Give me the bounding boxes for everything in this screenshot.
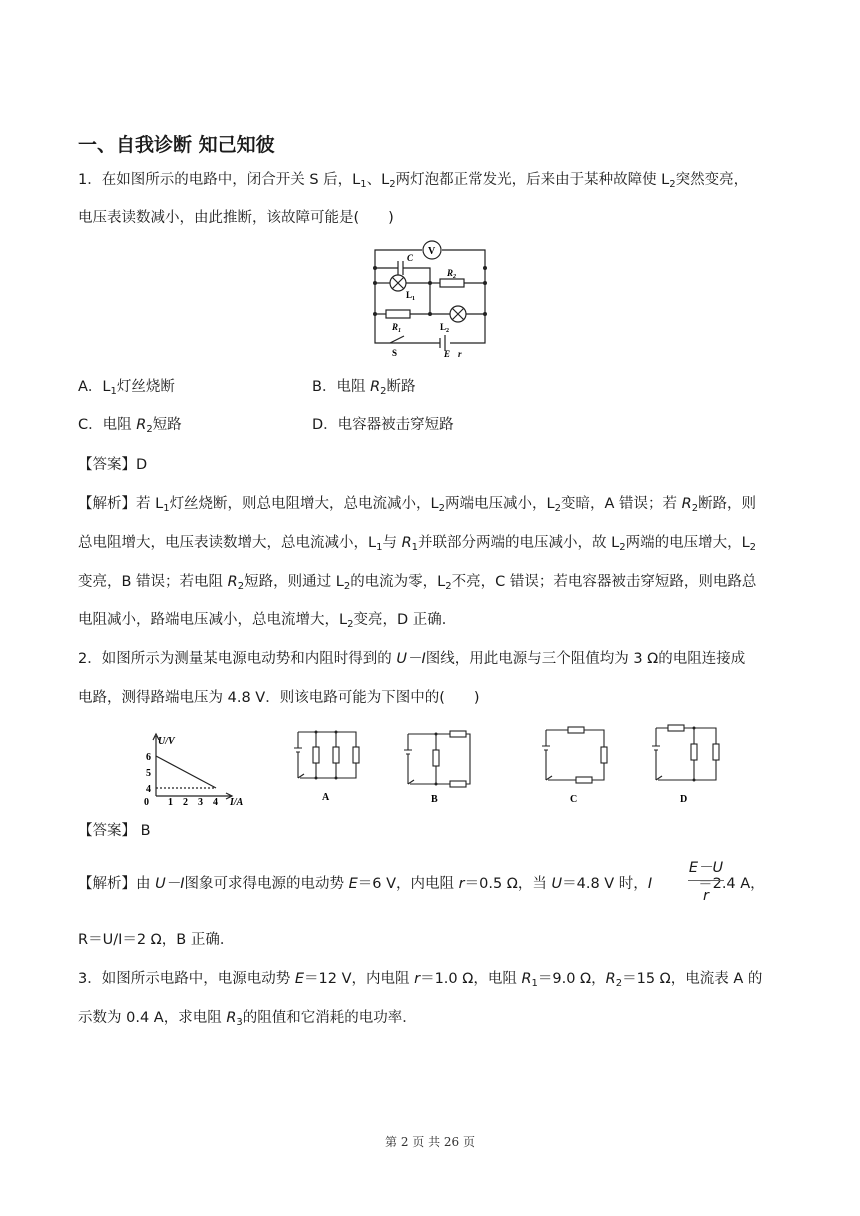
q2-circuit-a <box>286 722 366 806</box>
q2-circuit-c <box>536 722 616 806</box>
q2-ui-graph <box>140 730 255 810</box>
battery-e-label: E <box>444 349 451 359</box>
q3-line1: 3．如图所示电路中，电源电动势 E＝12 V，内电阻 r＝1.0 Ω，电阻 $R_1=9.0$ Ω，$R_2=15$ Ω，电流表 A 的 <box>78 971 763 989</box>
fraction-denominator: r <box>703 888 709 904</box>
circuit-b-label: B <box>431 794 438 805</box>
q1-option-d: D．电容器被击穿短路 <box>312 417 454 433</box>
circuit-c-label: C <box>570 794 578 805</box>
ui-ytick-label: 6 <box>146 752 151 763</box>
switch-label: S <box>392 348 398 358</box>
q1-option-c: C．电阻 $R_2$短路 <box>78 417 182 435</box>
q1-explanation-line1: 【解析】若 $L_1$灯丝烧断，则总电阻增大，总电流减小，$L_2$两端电压减小，$L_2$变暗，A 错误；若 $R_2$断路，则 <box>78 496 757 514</box>
ui-xtick-label: 1 <box>168 797 173 808</box>
ui-xtick-label: 3 <box>198 797 203 808</box>
q1-answer: 【答案】D <box>78 457 148 473</box>
ui-xtick-label: 0 <box>144 797 149 808</box>
ui-data-line <box>156 756 216 788</box>
ui-ylabel: U/V <box>158 736 175 747</box>
fraction-bar <box>688 880 724 881</box>
q2-line2: 电路，测得路端电压为 4.8 V．则该电路可能为下图中的( ) <box>78 690 480 706</box>
q1-explanation-line2: 总电阻增大，电压表读数增大，总电流减小，$L_1$与 $R_1$并联部分两端的电压减小，故 $L_2$两端的电压增大，$L_2$ <box>78 535 757 553</box>
ui-ytick-label: 5 <box>146 768 151 779</box>
q2-answer: 【答案】 B <box>78 823 151 839</box>
q1-circuit-figure <box>370 238 490 360</box>
ui-xtick-label: 4 <box>213 797 218 808</box>
voltmeter-label: V <box>428 246 436 257</box>
section-title: 一、自我诊断 知己知彼 <box>78 134 275 156</box>
q2-circuit-d <box>646 722 726 806</box>
q1-explanation-line4: 电阻减小，路端电压减小，总电流增大，$L_2$变亮，D 正确． <box>78 612 457 630</box>
q2-circuit-b <box>398 722 478 806</box>
l2-label: $L_2$ <box>440 322 450 334</box>
r2-label: $R_2$ <box>447 268 457 280</box>
ui-ytick-label: 4 <box>146 784 151 795</box>
q3-line2: 示数为 0.4 A，求电阻 $R_3$的阻值和它消耗的电功率． <box>78 1010 417 1028</box>
q1-line1: 1．在如图所示的电路中，闭合开关 S 后，$L_1$、$L_2$两灯泡都正常发光，后来由于某种故障使 $L_2$突然变亮， <box>78 172 749 190</box>
fraction-numerator: E－U <box>688 860 724 876</box>
q2-line1: 2．如图所示为测量某电源电动势和内阻时得到的 U－I图线，用此电源与三个阻值均为 3 Ω的电阻连接成 <box>78 651 746 667</box>
q2-explanation-line2: R＝U/I＝2 Ω，B 正确． <box>78 932 235 948</box>
ui-xlabel: I/A <box>230 797 244 808</box>
ui-xtick-label: 2 <box>183 797 188 808</box>
q1-option-b: B．电阻 $R_2$断路 <box>312 379 416 397</box>
capacitor-label: C <box>407 253 414 263</box>
circuit-d-label: D <box>680 794 688 805</box>
battery-r-label: r <box>458 349 462 359</box>
q1-line2: 电压表读数减小，由此推断，该故障可能是( ) <box>78 210 394 226</box>
q1-explanation-line3: 变亮，B 错误；若电阻 $R_2$短路，则通过 $L_2$的电流为零，$L_2$不亮，C 错误；若电容器被击穿短路，则电路总 <box>78 574 757 592</box>
page-footer: 第 2 页 共 26 页 <box>385 1135 475 1149</box>
r1-label: $R_1$ <box>392 322 402 334</box>
l1-label: $L_1$ <box>406 290 416 302</box>
q2-explanation-line1: 【解析】由 U－I图象可求得电源的电动势 E＝6 V，内电阻 r＝0.5 Ω，当 U＝4.8 V 时，I ＝2.4 A， <box>78 876 765 892</box>
circuit-a-label: A <box>322 792 330 803</box>
q1-option-a: A．$L_1$灯丝烧断 <box>78 379 175 397</box>
